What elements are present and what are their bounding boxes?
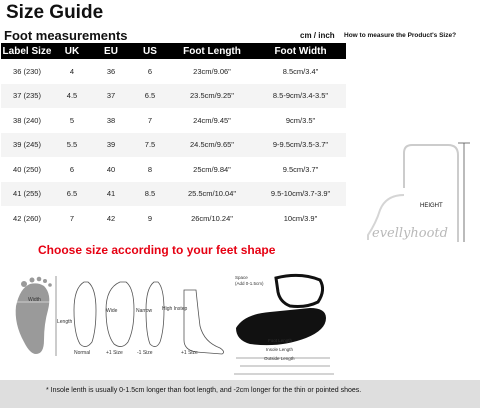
- insole-length-label: Insole Length: [266, 347, 294, 352]
- table-cell: 25cm/9.84": [169, 157, 255, 182]
- wide-label: Wide: [106, 308, 118, 314]
- foot-length-label: Foot Length: [268, 338, 293, 343]
- foot-silhouette-icon: [16, 283, 50, 354]
- table-cell: 9.5cm/3.7": [255, 157, 346, 182]
- normal-foot-icon: [74, 282, 96, 347]
- height-label: HEIGHT: [420, 203, 443, 209]
- column-header: US: [131, 43, 169, 59]
- table-cell: 24.5cm/9.65": [169, 133, 255, 158]
- how-to-measure-link: How to measure the Product's Size?: [344, 32, 457, 39]
- shoe-diagram-panel: [346, 45, 480, 245]
- table-cell: 5: [53, 108, 91, 133]
- table-cell: 8: [131, 157, 169, 182]
- units-label: cm / inch: [300, 31, 335, 40]
- table-cell: 38: [91, 108, 131, 133]
- table-cell: 39: [91, 133, 131, 158]
- page-title: Size Guide: [6, 2, 104, 23]
- table-cell: 23cm/9.06": [169, 59, 255, 84]
- column-header: UK: [53, 43, 91, 59]
- footer-note-bar: [0, 380, 480, 408]
- table-cell: 42 (260): [1, 206, 53, 231]
- table-cell: 38 (240): [1, 108, 53, 133]
- table-cell: 37: [91, 84, 131, 109]
- table-cell: 9-9.5cm/3.5-3.7": [255, 133, 346, 158]
- table-cell: 9.5-10cm/3.7-3.9": [255, 182, 346, 207]
- table-row: [1, 108, 346, 133]
- table-cell: 9: [131, 206, 169, 231]
- table-cell: 6: [131, 59, 169, 84]
- space-note: (Add 0-1.5cm): [235, 281, 264, 286]
- column-header: Label Size: [1, 43, 53, 59]
- table-cell: 9cm/3.5": [255, 108, 346, 133]
- column-header: EU: [91, 43, 131, 59]
- table-cell: 23.5cm/9.25": [169, 84, 255, 109]
- high-instep-foot-icon: [184, 290, 224, 354]
- table-cell: 8.5-9cm/3.4-3.5": [255, 84, 346, 109]
- table-cell: 6: [53, 157, 91, 182]
- caption-normal: Normal: [74, 350, 91, 356]
- footer-note: * Insole lenth is usually 0-1.5cm longer than foot length, and -2cm longer for the thin or pointed shoes.: [46, 387, 362, 394]
- table-cell: 40: [91, 157, 131, 182]
- wide-foot-icon: [106, 282, 134, 347]
- column-header: Foot Width: [255, 43, 346, 59]
- table-cell: 42: [91, 206, 131, 231]
- table-cell: 7.5: [131, 133, 169, 158]
- narrow-label: Narrow: [136, 308, 153, 314]
- table-cell: 6.5: [53, 182, 91, 207]
- table-cell: 41: [91, 182, 131, 207]
- section-subtitle: Foot measurements: [4, 28, 128, 43]
- table-cell: 36 (230): [1, 59, 53, 84]
- caption-wide: +1 Size: [106, 350, 123, 356]
- brand-watermark: evellyhootd: [372, 226, 448, 241]
- caption-high-instep: +1 Size: [181, 350, 198, 356]
- foot-shape-section: [0, 242, 480, 380]
- table-cell: 10cm/3.9": [255, 206, 346, 231]
- table-cell: 7: [53, 206, 91, 231]
- column-header: Foot Length: [169, 43, 255, 59]
- table-row: [1, 84, 346, 109]
- outside-length-label: Outside Length: [264, 356, 295, 361]
- size-table: [1, 43, 346, 231]
- foot-shape-heading: Choose size according to your feet shape: [38, 243, 276, 257]
- table-row: [1, 59, 346, 84]
- table-cell: 6.5: [131, 84, 169, 109]
- table-row: [1, 133, 346, 158]
- narrow-foot-icon: [146, 282, 164, 347]
- table-cell: 8.5: [131, 182, 169, 207]
- caption-narrow: -1 Size: [137, 350, 153, 356]
- width-label: Width: [28, 297, 41, 303]
- table-cell: 36: [91, 59, 131, 84]
- table-header-row: [1, 43, 346, 59]
- table-cell: 7: [131, 108, 169, 133]
- high-instep-label: High Instep: [162, 306, 188, 312]
- space-label: Space: [235, 275, 248, 280]
- table-cell: 4: [53, 59, 91, 84]
- table-cell: 25.5cm/10.04": [169, 182, 255, 207]
- table-cell: 8.5cm/3.4": [255, 59, 346, 84]
- shoe-outline-icon: [346, 45, 480, 245]
- table-cell: 5.5: [53, 133, 91, 158]
- length-label: Length: [57, 319, 73, 325]
- table-row: [1, 182, 346, 207]
- table-cell: 41 (255): [1, 182, 53, 207]
- table-row: [1, 206, 346, 231]
- foot-shape-illustration: [0, 254, 345, 380]
- table-cell: 37 (235): [1, 84, 53, 109]
- table-cell: 26cm/10.24": [169, 206, 255, 231]
- table-cell: 4.5: [53, 84, 91, 109]
- table-row: [1, 157, 346, 182]
- table-cell: 40 (250): [1, 157, 53, 182]
- table-cell: 24cm/9.45": [169, 108, 255, 133]
- table-cell: 39 (245): [1, 133, 53, 158]
